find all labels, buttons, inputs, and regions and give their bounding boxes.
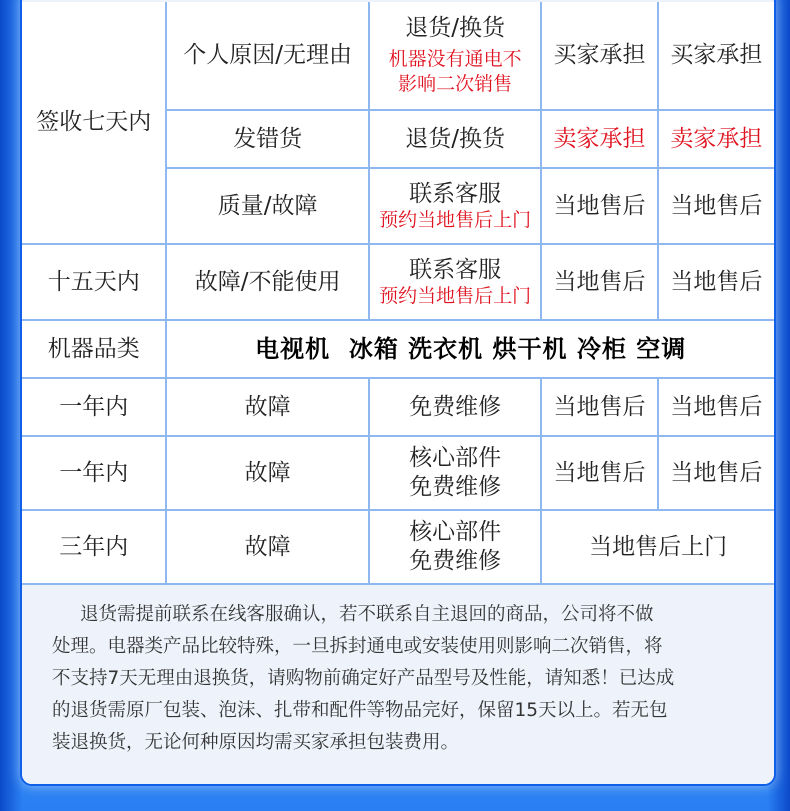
reason-cell: 故障 — [166, 378, 369, 436]
reason-cell: 个人原因/无理由 — [166, 2, 369, 110]
action-cell — [369, 168, 541, 244]
notice-text — [22, 584, 774, 784]
action-text: 免费维修 — [409, 474, 502, 500]
policy-card — [20, 0, 776, 786]
table-row — [22, 436, 774, 510]
notice-line: 的退货需原厂包装、泡沫、扎带和配件等物品完好，保留15天以上。若无包 — [52, 700, 668, 721]
action-cell: 免费维修 — [369, 378, 541, 436]
period-cell: 三年内 — [22, 510, 166, 584]
action-cell — [369, 2, 541, 110]
cost-cell-b: 当地售后 — [658, 168, 774, 244]
period-cell: 十五天内 — [22, 244, 166, 320]
action-text: 联系客服 — [409, 256, 502, 283]
category-label-cell: 机器品类 — [22, 320, 166, 378]
cost-cell-a: 当地售后 — [541, 378, 657, 436]
cost-cell-a: 卖家承担 — [541, 110, 657, 168]
action-subtext: 预约当地售后上门 — [379, 284, 532, 307]
action-text: 免费维修 — [409, 548, 502, 574]
table-row — [22, 510, 774, 584]
reason-cell: 故障 — [166, 510, 369, 584]
notice-line: 不支持7天无理由退换货，请购物前确定好产品型号及性能，请知悉！已达成 — [52, 668, 675, 689]
cost-cell-a: 当地售后 — [541, 244, 657, 320]
notice-line: 处理。电器类产品比较特殊，一旦拆封通电或安装使用则影响二次销售，将 — [52, 636, 663, 657]
left-edge-glow — [0, 0, 22, 811]
action-subtext: 预约当地售后上门 — [379, 208, 532, 231]
table-row — [22, 244, 774, 320]
reason-cell: 发错货 — [166, 110, 369, 168]
action-cell: 退货/换货 — [369, 110, 541, 168]
category-list-cell: 电视机 冰箱 洗衣机 烘干机 冷柜 空调 — [166, 320, 774, 378]
action-cell — [369, 436, 541, 510]
notice-line: 退货需提前联系在线客服确认，若不联系自主退回的商品，公司将不做 — [80, 604, 654, 625]
table-row — [22, 2, 774, 110]
cost-cell-b: 当地售后 — [658, 436, 774, 510]
cost-cell-b: 买家承担 — [658, 2, 774, 110]
reason-cell: 故障 — [166, 436, 369, 510]
cost-cell-a: 买家承担 — [541, 2, 657, 110]
period-cell: 一年内 — [22, 378, 166, 436]
action-text: 退货/换货 — [405, 15, 505, 42]
reason-cell: 故障/不能使用 — [166, 244, 369, 320]
after-sales-policy-table — [22, 2, 774, 784]
cost-cell-a: 当地售后 — [541, 168, 657, 244]
action-cell — [369, 510, 541, 584]
table-row — [22, 378, 774, 436]
condition-text: 机器没有通电不影响二次销售 — [388, 48, 522, 95]
notice-row — [22, 584, 774, 784]
action-text: 核心部件 — [409, 519, 502, 546]
table-row — [22, 320, 774, 378]
period-cell: 一年内 — [22, 436, 166, 510]
period-cell: 签收七天内 — [22, 2, 166, 244]
merged-cost-cell: 当地售后上门 — [541, 510, 774, 584]
action-text: 联系客服 — [409, 180, 502, 207]
cost-cell-b: 当地售后 — [658, 244, 774, 320]
notice-line: 装退换货，无论何种原因均需买家承担包装费用。 — [52, 732, 460, 753]
action-cell — [369, 244, 541, 320]
cost-cell-a: 当地售后 — [541, 436, 657, 510]
cost-cell-b: 卖家承担 — [658, 110, 774, 168]
reason-cell: 质量/故障 — [166, 168, 369, 244]
action-text: 核心部件 — [409, 445, 502, 472]
cost-cell-b: 当地售后 — [658, 378, 774, 436]
